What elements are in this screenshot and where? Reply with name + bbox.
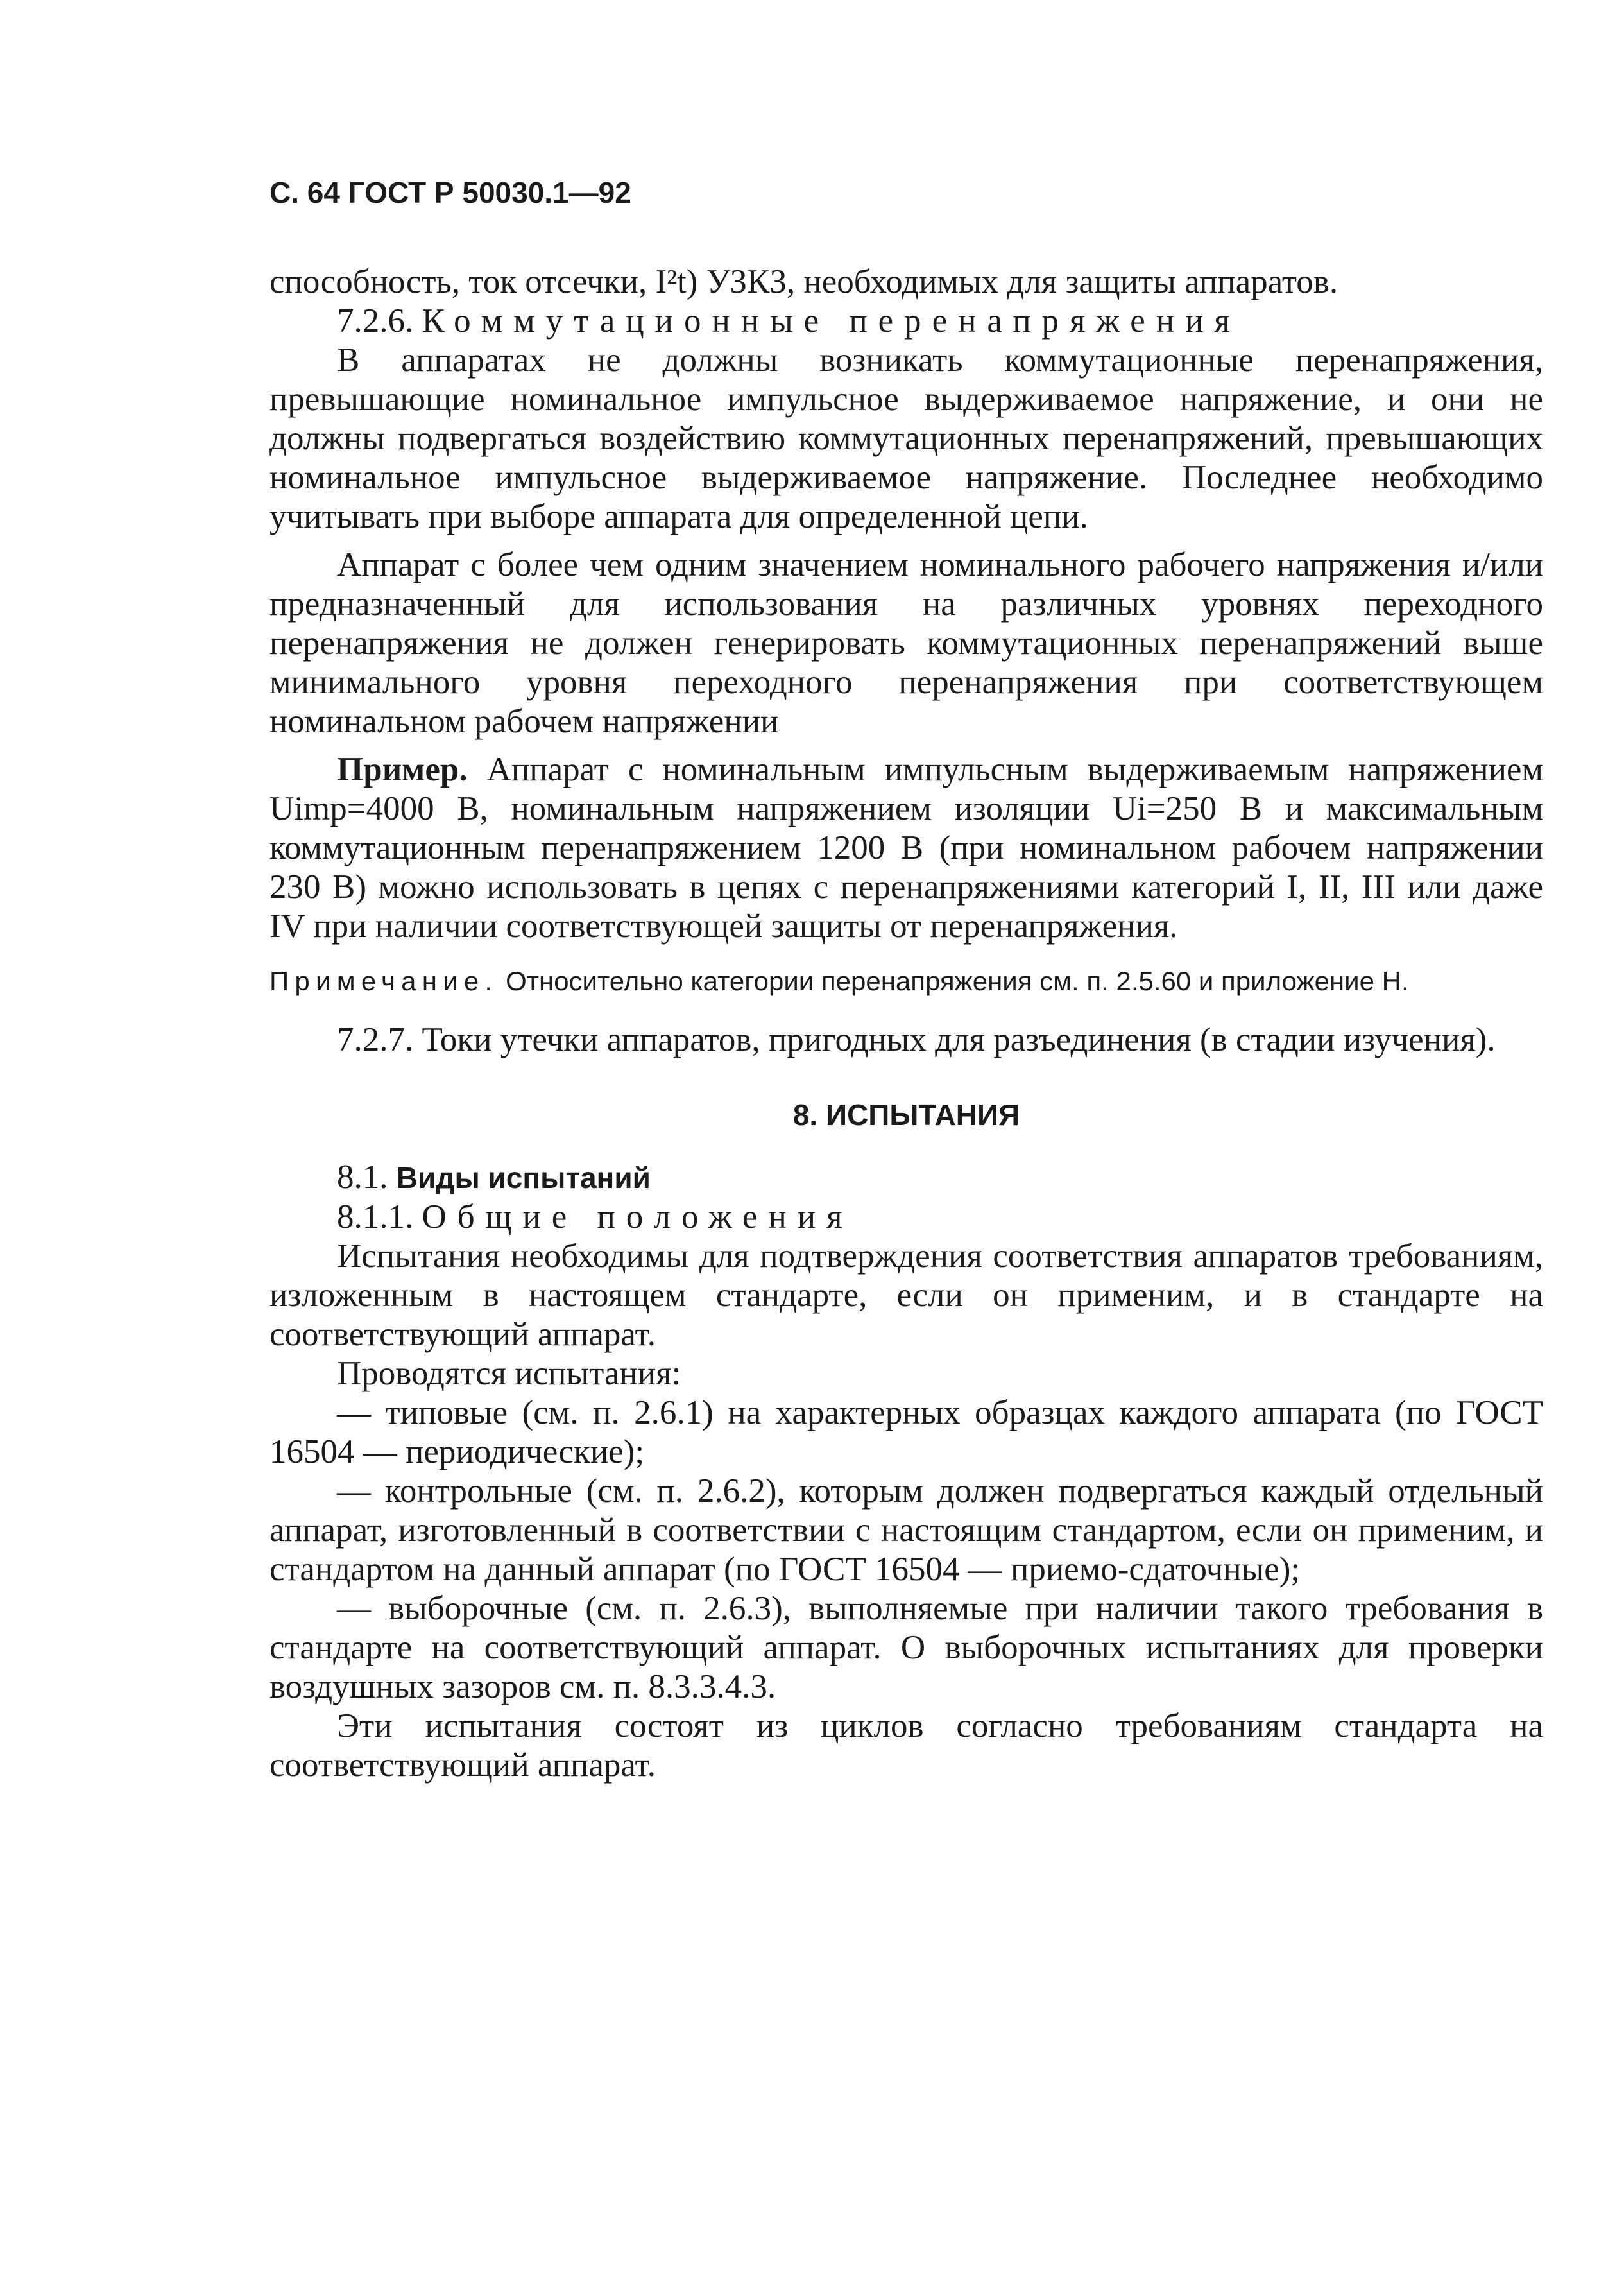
section-8-1-1-title [269,1198,1543,1237]
section-8-1-title [269,1158,1543,1198]
section-7-2-7: 7.2.7. Токи утечки аппаратов, пригодных для разъединения (в стадии изучения). [337,1021,1496,1058]
section-number: 8.1.1. [337,1198,414,1236]
paragraph-continuation: способность, ток отсечки, I²t) УЗКЗ, необходимых для защиты аппаратов. [269,263,1338,300]
paragraph: Эти испытания состоят из циклов согласно требованиям стандарта на соответствующий аппарат. [269,1707,1543,1784]
example-paragraph [269,750,1543,946]
page-header: С. 64 ГОСТ Р 50030.1—92 [269,176,631,209]
section-number: 7.2.6. [337,302,414,340]
paragraph: Проводятся испытания: [337,1355,681,1392]
list-item: — выборочные (см. п. 2.6.3), выполняемые при наличии такого требования в стандарте на соответствующий аппарат. О выборочных испытаниях для проверки воздушных зазоров см. п. 8.3.3.4.3. [269,1590,1543,1705]
note-label: Примечание. [269,966,499,996]
note-text: Относительно категории перенапряжения см. п. 2.5.60 и приложение Н. [506,966,1409,996]
section-title: Общие положения [422,1198,853,1236]
section-8-heading: 8. ИСПЫТАНИЯ [792,1098,1020,1132]
example-label: Пример. [337,751,468,788]
paragraph: В аппаратах не должны возникать коммутационные перенапряжения, превышающие номинальное импульсное выдерживаемое напряжение, и они не должны подвергаться воздействию коммутационных перенапряжений, превышающих номинальное импульсное выдерживаемое напряжение. Последнее необходимо учитывать при выборе аппарата для определенной цепи. [269,341,1543,535]
section-7-2-6-title [269,302,1543,341]
list-item: — контрольные (см. п. 2.6.2), которым должен подвергаться каждый отдельный аппарат, изготовленный в соответствии с настоящим стандартом, если он применим, и стандартом на данный аппарат (по ГОСТ 16504 — приемо-сдаточные); [269,1472,1543,1588]
example-text: Аппарат с номинальным импульсным выдерживаемым напряжением Uimp=4000 В, номинальным напряжением изоляции Ui=250 В и максимальным коммутационным перенапряжением 1200 В (при номинальном рабочем напряжении 230 В) можно использовать в цепях с перенапряжениями категорий I, II, III или даже IV при наличии соответствующей защиты от перенапряжения. [269,751,1543,945]
section-title: Коммутационные перенапряжения [422,302,1241,340]
note-paragraph [269,964,1543,999]
paragraph: Испытания необходимы для подтверждения соответствия аппаратов требованиям, изложенным в настоящем стандарте, если он применим, и в стандарте на соответствующий аппарат. [269,1237,1543,1353]
document-page [269,173,1543,1785]
paragraph: Аппарат с более чем одним значением номинального рабочего напряжения и/или предназначенный для использования на различных уровнях переходного перенапряжения не должен генерировать коммутационных перенапряжений выше минимального уровня переходного перенапряжения при соответствующем номинальном рабочем напряжении [269,546,1543,740]
section-title: Виды испытаний [396,1161,651,1194]
list-item: — типовые (см. п. 2.6.1) на характерных образцах каждого аппарата (по ГОСТ 16504 — периодические); [269,1394,1543,1470]
section-number: 8.1. [337,1159,388,1196]
